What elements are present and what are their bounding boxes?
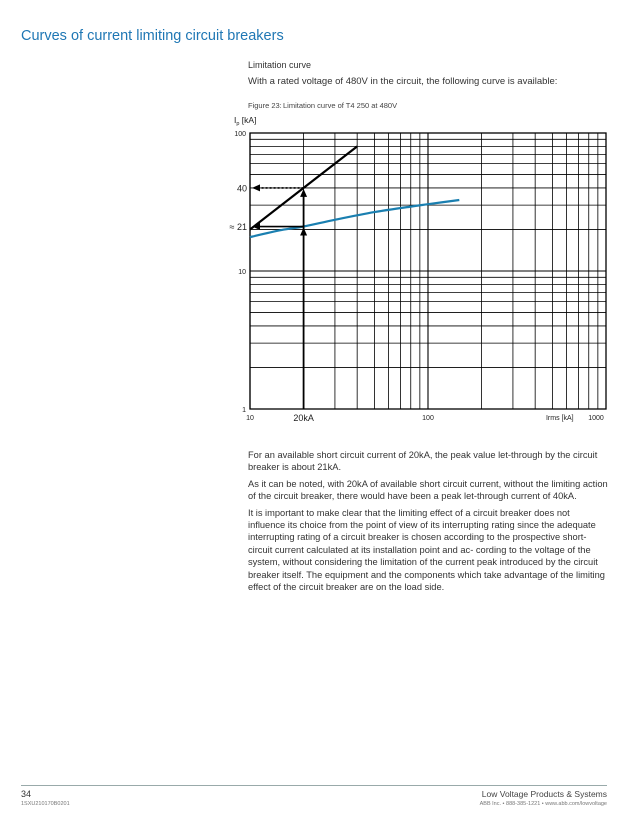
paragraph: As it can be noted, with 20kA of available short circuit current, without the limiting action of the circuit breaker, there would have been a peak let-through current of 40kA.: [248, 478, 608, 502]
x-tick-label: 1000: [588, 415, 604, 422]
footer-brand: Low Voltage Products & Systems: [481, 789, 607, 799]
footer-contact: ABB Inc. • 888-385-1221 • www.abb.com/lowvoltage: [479, 801, 607, 807]
chart-markers: [252, 184, 307, 409]
figure-caption-text: Limitation curve of T4 250 at 480V: [283, 101, 398, 110]
figure-label: Figure 23:: [248, 101, 282, 110]
y-tick-label: 10: [238, 269, 246, 276]
arrowhead-left: [252, 184, 260, 191]
arrowhead-up: [300, 228, 307, 236]
page-number: 34: [21, 789, 32, 799]
paragraph: For an available short circuit current of 20kA, the peak value let-through by the circuit breaker is about 21kA.: [248, 450, 598, 473]
chart-labels: [230, 115, 604, 423]
y-marker-low-label: ≈ 21: [229, 222, 247, 233]
y-marker-high-label: 40: [236, 183, 247, 194]
footer-divider: [21, 785, 607, 786]
paragraph: It is important to make clear that the limiting effect of a circuit breaker does not influence its choice from the point of view of its interrupting rating since the adequate interrupting rating of a circuit breaker is chosen according to the prospective short- circuit current calculated at its installation point and ac- cording to the voltage of the system, without considering the limitation of the current peak introduced by the circuit breaker itself. The equipment and the components which take advantage of the limiting effect of the circuit breaker are on the load side.: [248, 507, 605, 593]
y-tick-label: 100: [234, 131, 246, 138]
body-text: [248, 449, 608, 597]
x-axis-label: Irms [kA]: [545, 415, 574, 422]
page-title: Curves of current limiting circuit breakers: [21, 28, 284, 44]
section-title: Limitation curve: [248, 60, 312, 70]
intro-text: With a rated voltage of 480V in the circuit, the following curve is available:: [248, 76, 558, 87]
y-tick-label: 1: [242, 407, 246, 414]
x-tick-label: 100: [422, 415, 434, 422]
x-tick-label: 10: [246, 415, 254, 422]
document-code: 1SXU210170B0201: [21, 801, 70, 807]
x-marker-label: 20kA: [293, 413, 314, 423]
y-axis-label: $I_p$ [kA]: [234, 115, 257, 127]
